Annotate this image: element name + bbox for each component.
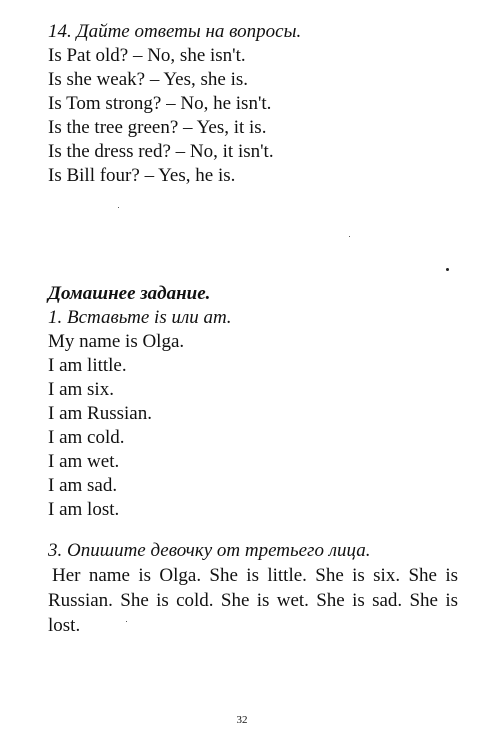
exercise-14 [48,20,458,188]
scan-speck [118,207,119,208]
homework-title: Домашнее задание. [48,283,211,304]
exercise-1-line: I am cold. [48,427,125,448]
exercise-3 [48,539,468,638]
exercise-1-line: I am Russian. [48,403,152,424]
exercise-14-line: Is she weak? – Yes, she is. [48,69,249,90]
exercise-3-heading: 3. Опишите девочку от третьего лица. [48,540,371,561]
exercise-14-line: Is Bill four? – Yes, he is. [48,165,236,186]
exercise-14-line: Is Tom strong? – No, he isn't. [48,93,272,114]
scan-speck [126,621,127,622]
exercise-1-line: I am wet. [48,451,120,472]
exercise-14-line: Is Pat old? – No, she isn't. [48,45,246,66]
exercise-1-heading: 1. Вставьте is или am. [48,307,232,328]
exercise-1-line: I am lost. [48,499,120,520]
scan-speck [446,268,449,271]
exercise-1-line: I am six. [48,379,114,400]
exercise-1-line: I am little. [48,355,127,376]
exercise-1-line: I am sad. [48,475,118,496]
exercise-1-line: My name is Olga. [48,331,185,352]
scan-speck [349,236,350,237]
exercise-14-heading: 14. Дайте ответы на вопросы. [48,21,302,42]
exercise-3-paragraph: Her name is Olga. She is little. She is six. She is Russian. She is cold. She is wet. She is sad. She is lost. [48,565,458,636]
exercise-14-line: Is the dress red? – No, it isn't. [48,141,274,162]
page-number: 32 [236,714,248,726]
homework-section [48,282,458,522]
exercise-14-line: Is the tree green? – Yes, it is. [48,117,267,138]
